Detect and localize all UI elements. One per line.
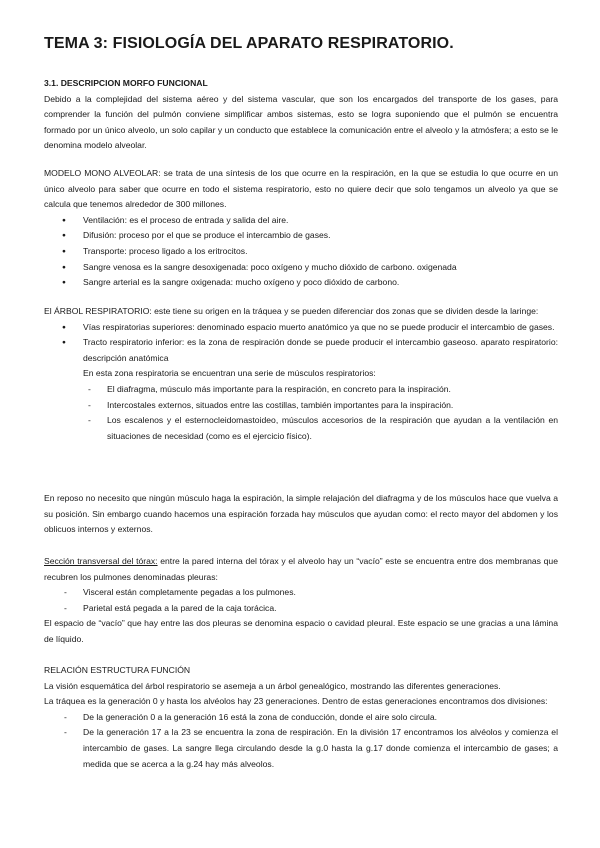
list-item: - El diafragma, músculo más importante para la respiración, en concreto para la inspiración. xyxy=(44,382,558,398)
paragraph-arbol: El ÁRBOL RESPIRATORIO: este tiene su origen en la tráquea y se pueden diferenciar dos zonas que se dividen desde la laringe: xyxy=(44,306,539,316)
section-heading: 3.1. DESCRIPCION MORFO FUNCIONAL xyxy=(44,78,208,88)
list-item-text: Tracto respiratorio inferior: es la zona de respiración donde se puede producir el intercambio gaseoso. aparato respiratorio: descripción anatómica xyxy=(83,337,558,363)
section-torax xyxy=(44,554,558,648)
paragraph-vision: La visión esquemática del árbol respiratorio se asemeja a un árbol genealógico, mostrando las diferentes generaciones. xyxy=(44,680,501,691)
paragraph-traquea: La tráquea es la generación 0 y hasta los alvéolos hay 23 generaciones. Dentro de estas generaciones encontramos dos divisiones: xyxy=(44,696,548,707)
paragraph-espacio-pleural: El espacio de “vacío” que hay entre las dos pleuras se denomina espacio o cavidad pleural. Este espacio se une gracias a una lámina de líquido. xyxy=(44,618,558,644)
paragraph-seccion xyxy=(44,554,558,585)
arbol-bullet-list xyxy=(44,320,558,367)
list-item: ● Difusión: proceso por el que se produce el intercambio de gases. xyxy=(44,228,558,244)
paragraph-reposo: En reposo no necesito que ningún músculo haga la espiración, la simple relajación del diafragma y de los músculos hace que vuelva a su posición. Sin embargo cuando hacemos una espiración forzada hay músculos que ayudan como: el recto mayor del abdomen y los oblicuos internos y externos. xyxy=(44,493,558,535)
list-item: - Visceral están completamente pegadas a los pulmones. xyxy=(44,585,558,601)
list-item: ● Sangre venosa es la sangre desoxigenada: poco oxígeno y mucho dióxido de carbono. oxigenada xyxy=(44,260,558,276)
list-item: - De la generación 17 a la 23 se encuentra la zona de respiración. En la división 17 encontramos los alvéolos y comienza el intercambio de gases. La sangre llega circulando desde la g.0 hasta la g.17 donde comienza el intercambio de gases; a medida que se acerca a la g.24 hay más alveolos. xyxy=(44,725,558,772)
paragraph-zona-respiratoria: En esta zona respiratoria se encuentran una serie de músculos respiratorios: xyxy=(83,368,376,379)
list-item: ● Ventilación: es el proceso de entrada y salida del aire. xyxy=(44,213,558,229)
list-item: - De la generación 0 a la generación 16 está la zona de conducción, donde el aire solo circula. xyxy=(44,710,558,726)
seccion-label: Sección transversal del tórax: xyxy=(44,556,158,566)
section-reposo xyxy=(44,491,558,538)
list-item xyxy=(44,335,558,366)
paragraph-intro: Debido a la complejidad del sistema aéreo y del sistema vascular, que son los encargados del transporte de los gases, para comprender la función del pulmón conviene simplificar ambos sistemas, esto se logra suponiendo que el pulmón se encuentra formado por un único alveolo, un solo capilar y un conducto que establece la comunicación entre el alveolo y la atmósfera; a esto se le denomina modelo alveolar. xyxy=(44,93,558,151)
generaciones-dash-list xyxy=(44,710,558,772)
musculos-dash-list xyxy=(44,382,558,444)
section-morfo-funcional xyxy=(44,76,558,154)
list-item: - Los escalenos y el esternocleidomastoideo, músculos accesorios de la respiración que ayudan a la ventilación en situaciones de necesidad (como es el ejercicio físico). xyxy=(44,413,558,444)
modelo-bullet-list xyxy=(44,213,558,291)
paragraph-modelo: MODELO MONO ALVEOLAR: se trata de una síntesis de los que ocurre en la respiración, en la que se estudia lo que ocurre en un único alveolo para saber que ocurre en todo el sistema respiratorio, esto no quiere decir que solo tengamos un alveolo ya que se calcula que tenemos alrededor de 300 millones. xyxy=(44,168,558,210)
section-heading: RELACIÓN ESTRUCTURA FUNCIÓN xyxy=(44,665,191,675)
seccion-text: entre la pared interna del tórax y el alveolo hay un “vacío” este se encuentra entre dos membranas que recubren los pulmones denominadas pleuras: xyxy=(44,556,558,582)
list-item: ● Sangre arterial es la sangre oxigenada: mucho oxígeno y poco dióxido de carbono. xyxy=(44,275,558,291)
list-item: - Intercostales externos, situados entre las costillas, también importantes para la inspiración. xyxy=(44,398,558,414)
section-modelo-alveolar xyxy=(44,166,558,291)
document-title: TEMA 3: FISIOLOGÍA DEL APARATO RESPIRATORIO. xyxy=(44,35,454,52)
list-item: - Parietal está pegada a la pared de la caja torácica. xyxy=(44,601,558,617)
pleuras-dash-list xyxy=(44,585,558,616)
list-item: ● Transporte: proceso ligado a los eritrocitos. xyxy=(44,244,558,260)
section-arbol-respiratorio xyxy=(44,304,558,444)
list-item: ● Vías respiratorias superiores: denominado espacio muerto anatómico ya que no se puede producir el intercambio de gases. xyxy=(44,320,558,336)
section-relacion xyxy=(44,663,558,772)
